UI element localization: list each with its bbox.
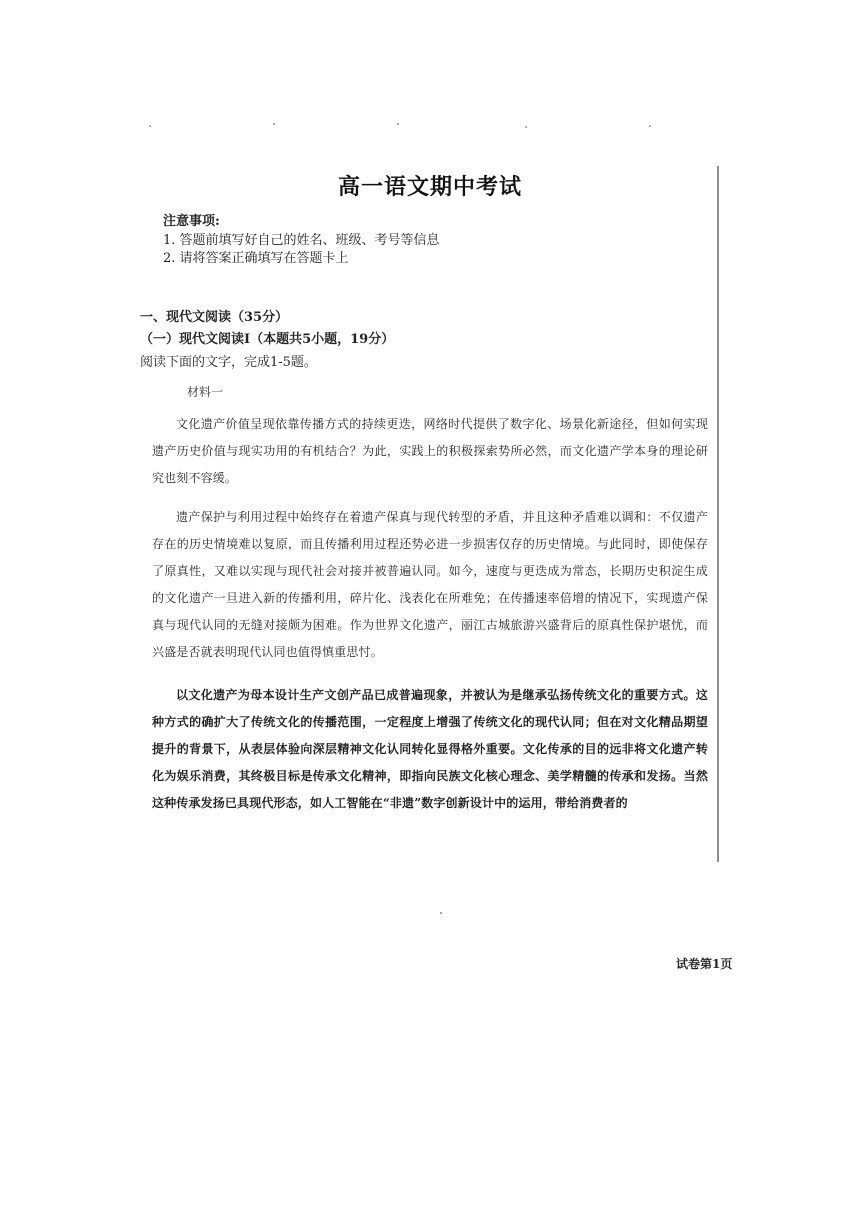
notice-heading: 注意事项: — [163, 214, 220, 229]
page-number: 试卷第1页 — [676, 957, 733, 971]
paragraph-2: 遗产保护与利用过程中始终存在着遗产保真与现代转型的矛盾，并且这种矛盾难以调和：不仅遗产存在的历史情境难以复原，而且传播利用过程还势必进一步损害仅存的历史情境。与此同时，即使保存了原真性，又难以实现与现代社会对接并被普遍认同。如今，速度与更迭成为常态，长期历史积淀生成的文化遗产一旦进入新的传播利用，碎片化、浅表化在所难免；在传播速率倍增的情况下，实现遗产保真与现代认同的无缝对接颇为困难。作为世界文化遗产，丽江古城旅游兴盛背后的原真性保护堪忧，而兴盛是否就表明现代认同也值得慎重思忖。 — [152, 510, 708, 659]
reading-instruction: 阅读下面的文字，完成1-5题。 — [140, 355, 317, 370]
exam-title: 高一语文期中考试 — [337, 175, 522, 200]
section-subheading: （一）现代文阅读Ⅰ（本题共5小题，19分） — [140, 332, 395, 347]
paragraph-3: 以文化遗产为母本设计生产文创产品已成普遍现象，并被认为是继承弘扬传统文化的重要方式。这种方式的确扩大了传统文化的传播范围，一定程度上增强了传统文化的现代认同；但在对文化精品期望提升的背景下，从表层体验向深层精神文化认同转化显得格外重要。文化传承的目的远非将文化遗产转化为娱乐消费，其终极目标是传承文化精神，即指向民族文化核心理念、美学精髓的传承和发扬。当然这种传承发扬已具现代形态，如人工智能在“非遗”数字创新设计中的运用，带给消费者的 — [152, 688, 708, 810]
material-label: 材料一 — [187, 385, 224, 399]
paragraph-1: 文化遗产价值呈现依靠传播方式的持续更迭，网络时代提供了数字化、场景化新途径，但如何实现遗产历史价值与现实功用的有机结合？为此，实践上的积极探索势所必然，而文化遗产学本身的理论研究也刻不容缓。 — [152, 417, 708, 485]
notice-item-1: 1. 答题前填写好自己的姓名、班级、考号等信息 — [163, 233, 440, 248]
page-right-border-line — [717, 166, 719, 862]
section-heading: 一、现代文阅读（35分） — [140, 310, 289, 325]
notice-item-2: 2. 请将答案正确填写在答题卡上 — [163, 251, 349, 266]
